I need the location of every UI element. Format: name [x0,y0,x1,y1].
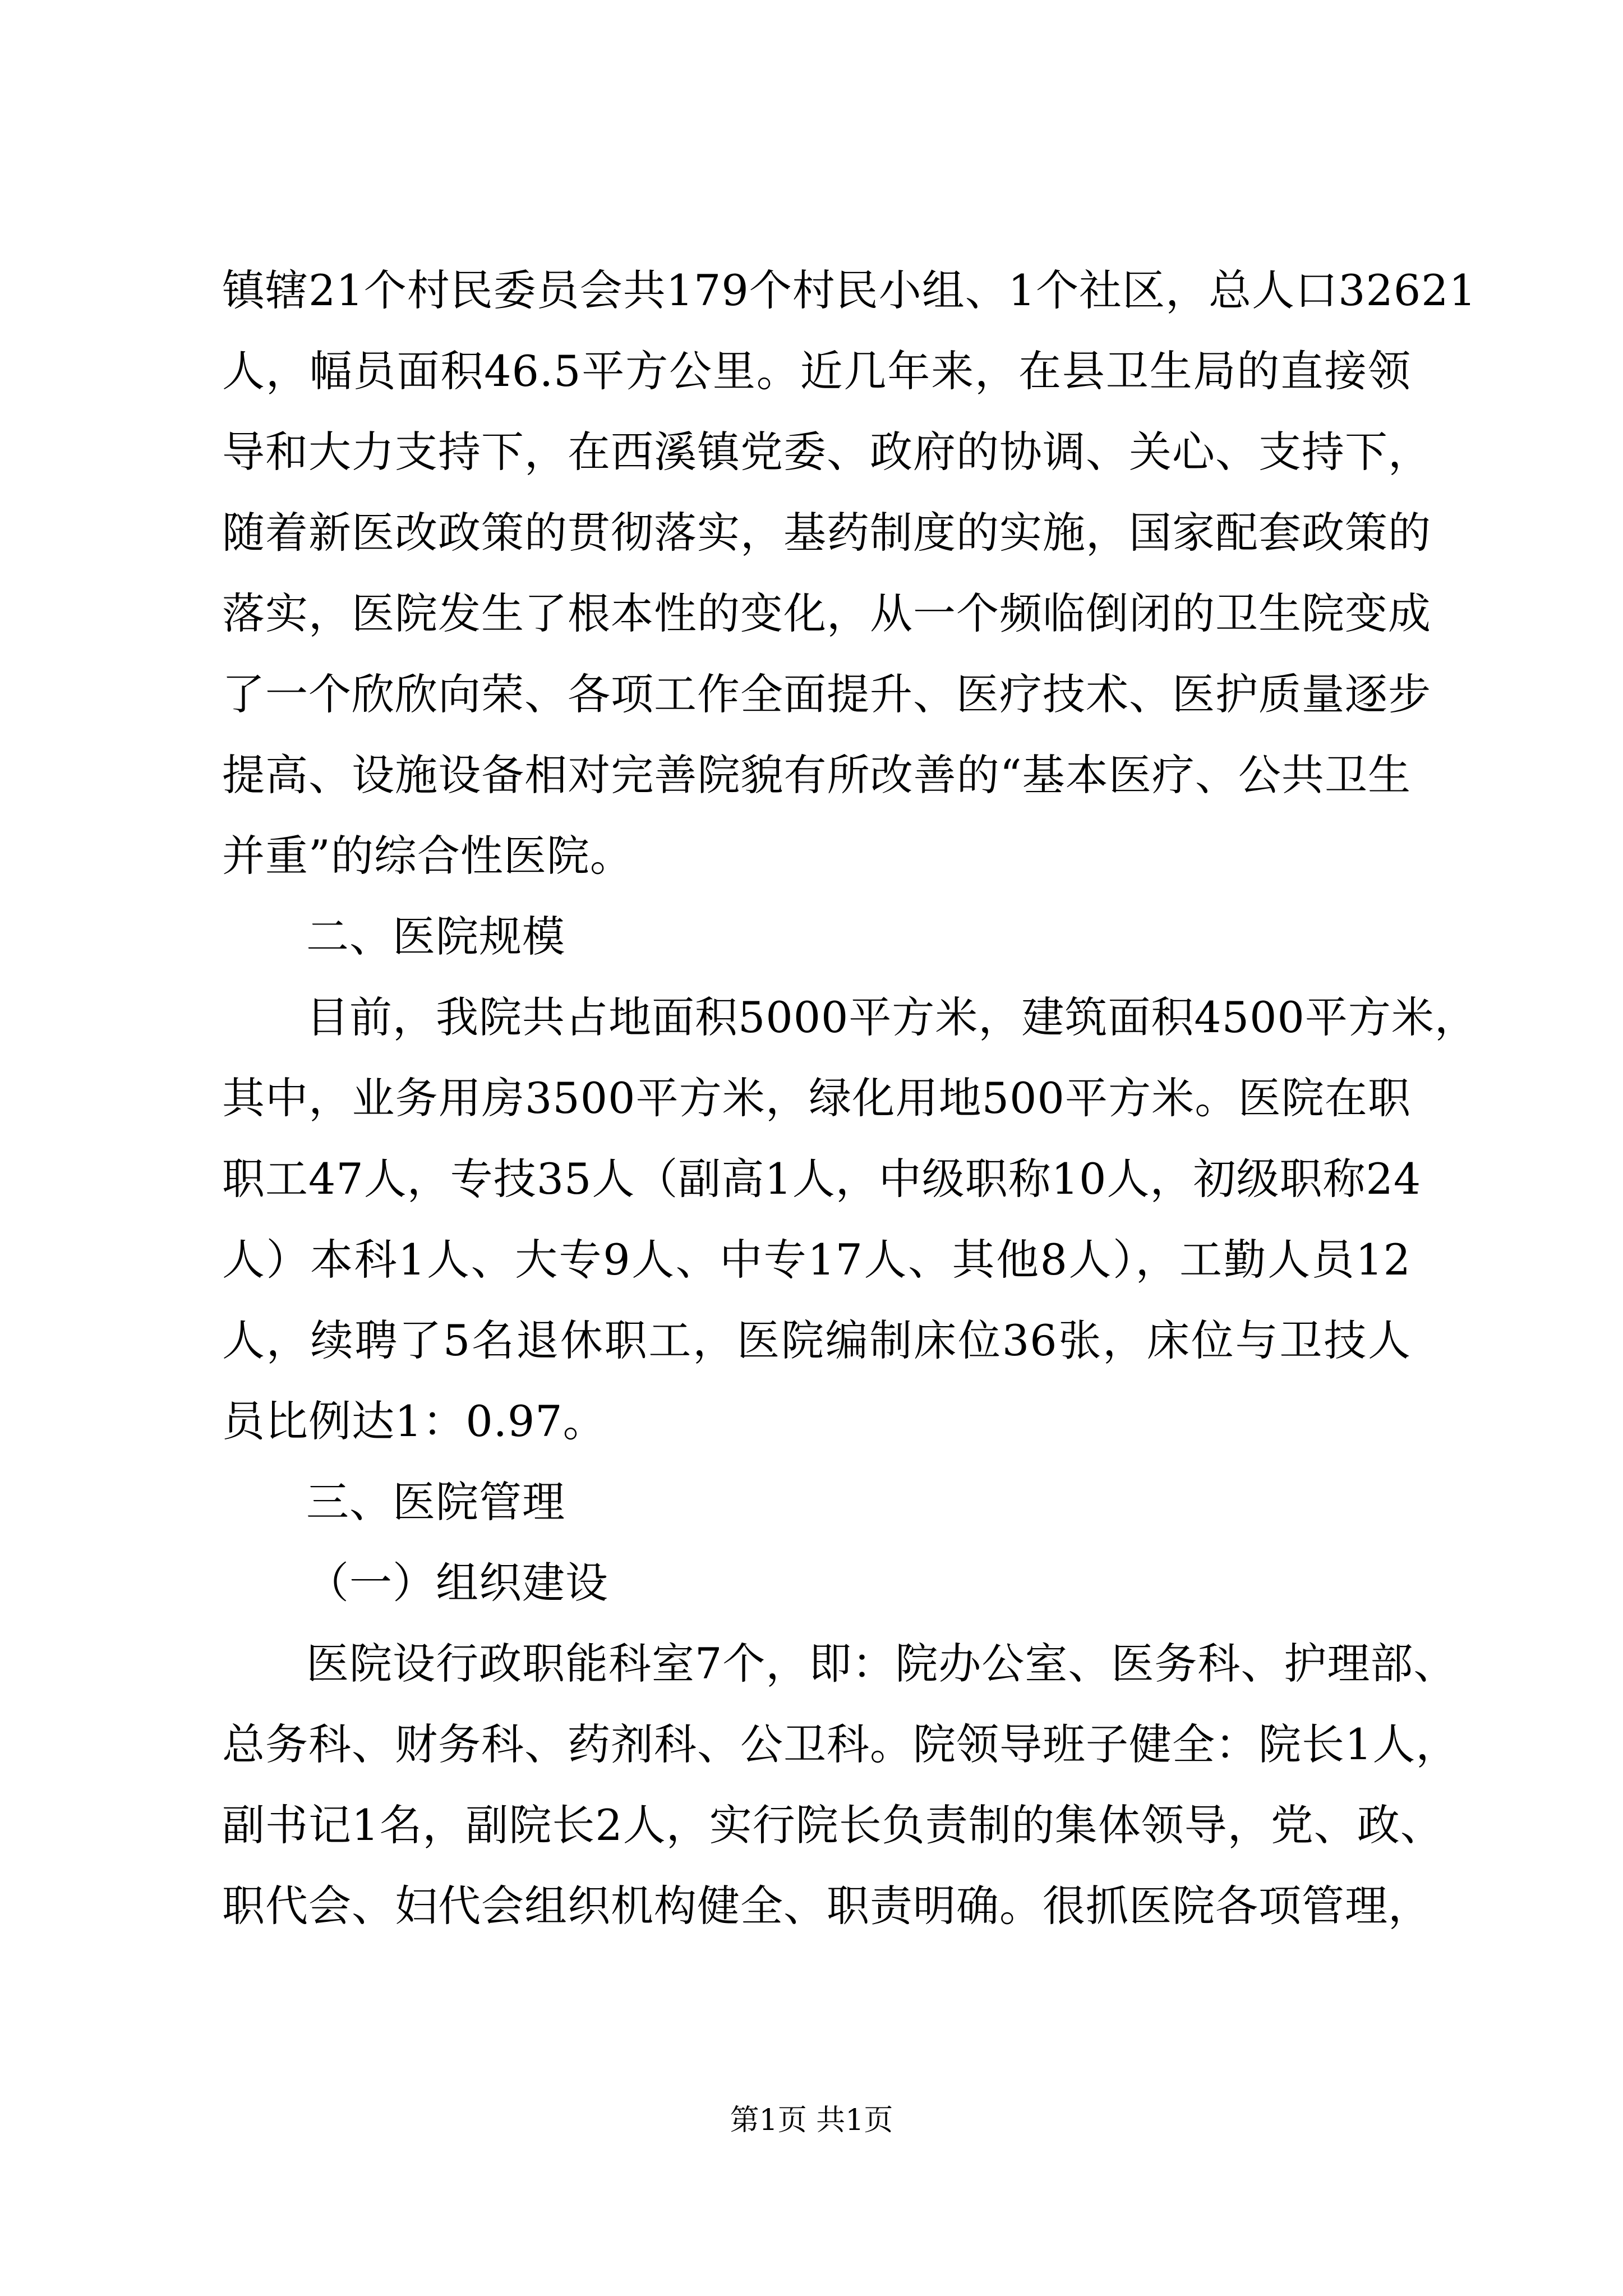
paragraph-line: 人，幅员面积46.5平方公里。近几年来，在县卫生局的直接领 [222,346,1411,396]
paragraph-line: 副书记1名，副院长2人，实行院长负责制的集体领导，党、政、 [222,1800,1444,1850]
page-footer: 第1页 共1页 [730,2104,893,2137]
paragraph-line: 职工47人，专技35人（副高1人，中级职称10人，初级职称24 [222,1154,1422,1204]
section-heading: 三、医院管理 [306,1477,565,1527]
paragraph-line: 其中，业务用房3500平方米，绿化用地500平方米。医院在职 [222,1073,1411,1123]
paragraph-line: 导和大力支持下，在西溪镇党委、政府的协调、关心、支持下， [222,427,1431,477]
section-heading: 二、医院规模 [306,912,565,961]
paragraph-line: 镇辖21个村民委员会共179个村民小组、1个社区，总人口32621 [222,265,1477,315]
paragraph-line: 提高、设施设备相对完善院貌有所改善的“基本医疗、公共卫生 [222,750,1411,800]
subsection-heading: （一）组织建设 [306,1558,608,1608]
paragraph-line: 员比例达1：0.97。 [222,1396,606,1446]
paragraph-line: 人）本科1人、大专9人、中专17人、其他8人），工勤人员12 [222,1235,1411,1285]
paragraph-line: 并重”的综合性医院。 [222,831,633,881]
paragraph-line: 人，续聘了5名退休职工，医院编制床位36张，床位与卫技人 [222,1315,1411,1365]
paragraph-line: 职代会、妇代会组织机构健全、职责明确。很抓医院各项管理， [222,1881,1431,1931]
paragraph-line: 总务科、财务科、药剂科、公卫科。院领导班子健全：院长1人， [222,1719,1459,1769]
paragraph-line: 医院设行政职能科室7个，即：院办公室、医务科、护理部、 [306,1639,1457,1688]
paragraph-line: 落实，医院发生了根本性的变化，从一个频临倒闭的卫生院变成 [222,588,1431,638]
paragraph-line: 了一个欣欣向荣、各项工作全面提升、医疗技术、医护质量逐步 [222,669,1431,719]
paragraph-line: 目前，我院共占地面积5000平方米，建筑面积4500平方米， [306,992,1478,1042]
paragraph-line: 随着新医改政策的贯彻落实，基药制度的实施，国家配套政策的 [222,508,1431,558]
